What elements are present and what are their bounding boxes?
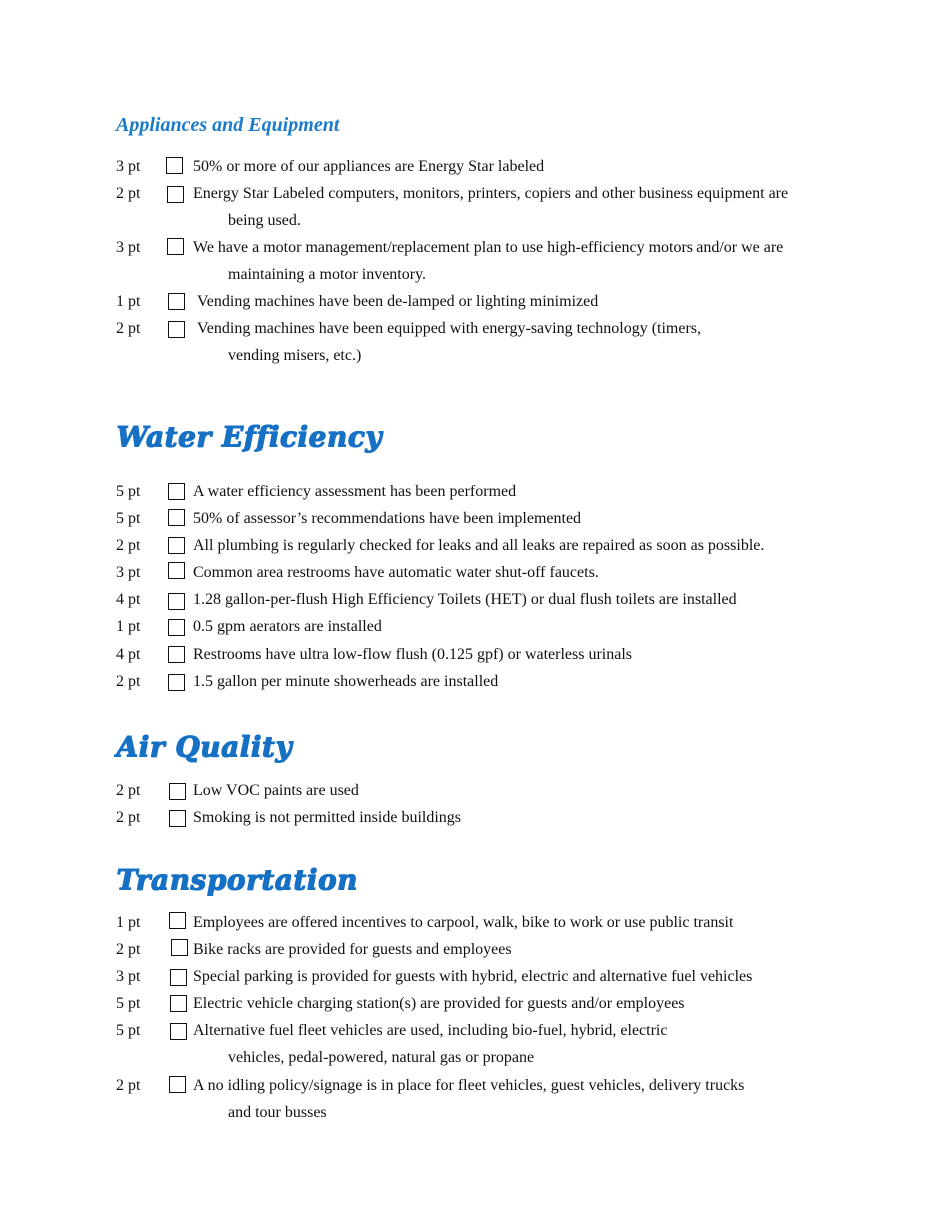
item-text-line: We have a motor management/replacement plan to use high-efficiency motors and/or we are xyxy=(193,239,784,256)
item-text xyxy=(193,1017,913,1071)
item-text-line: All plumbing is regularly checked for leaks and all leaks are repaired as soon as possible. xyxy=(193,537,765,554)
item-text-line: Energy Star Labeled computers, monitors, printers, copiers and other business equipment are xyxy=(193,185,789,202)
checkbox[interactable] xyxy=(169,912,186,929)
air-quality-heading: Air Quality xyxy=(116,730,292,763)
item-text-line: Smoking is not permitted inside buildings xyxy=(193,809,461,826)
points-label: 2 pt xyxy=(116,809,141,826)
points-label: 2 pt xyxy=(116,941,141,958)
checkbox[interactable] xyxy=(169,783,186,800)
points-label: 2 pt xyxy=(116,320,141,337)
checkbox[interactable] xyxy=(169,810,186,827)
water-efficiency-heading: Water Efficiency xyxy=(116,420,382,453)
item-text-line: 1.5 gallon per minute showerheads are installed xyxy=(193,673,499,690)
checkbox[interactable] xyxy=(168,293,185,310)
item-text-line: 50% of assessor’s recommendations have been implemented xyxy=(193,510,582,527)
item-text-line: Bike racks are provided for guests and employees xyxy=(193,941,512,958)
checkbox[interactable] xyxy=(170,1023,187,1040)
item-text-line: Employees are offered incentives to carpool, walk, bike to work or use public transit xyxy=(193,914,734,931)
checkbox[interactable] xyxy=(166,157,183,174)
item-text xyxy=(193,668,913,695)
points-label: 3 pt xyxy=(116,239,141,256)
item-text xyxy=(193,936,913,963)
item-text-continuation: maintaining a motor inventory. xyxy=(228,266,427,283)
checkbox[interactable] xyxy=(169,1076,186,1093)
item-text xyxy=(193,478,913,505)
checkbox[interactable] xyxy=(167,238,184,255)
points-label: 1 pt xyxy=(116,293,141,310)
item-text-line: Vending machines have been equipped with energy-saving technology (timers, xyxy=(193,320,702,337)
item-text xyxy=(193,315,913,369)
points-label: 2 pt xyxy=(116,185,141,202)
transportation-heading: Transportation xyxy=(116,863,358,896)
item-text xyxy=(193,990,913,1017)
item-text-line: Common area restrooms have automatic water shut-off faucets. xyxy=(193,564,599,581)
item-text-line: A no idling policy/signage is in place for fleet vehicles, guest vehicles, delivery trucks xyxy=(193,1077,745,1094)
points-label: 5 pt xyxy=(116,510,141,527)
item-text xyxy=(193,288,913,315)
item-text-line: Low VOC paints are used xyxy=(193,782,359,799)
item-text-line: Restrooms have ultra low-flow flush (0.125 gpf) or waterless urinals xyxy=(193,646,633,663)
item-text xyxy=(193,505,913,532)
points-label: 2 pt xyxy=(116,782,141,799)
item-text-line: Vending machines have been de-lamped or lighting minimized xyxy=(193,293,599,310)
checkbox[interactable] xyxy=(168,509,185,526)
checkbox[interactable] xyxy=(168,321,185,338)
item-text-line: 50% or more of our appliances are Energy Star labeled xyxy=(193,158,545,175)
item-text xyxy=(193,613,913,640)
checkbox[interactable] xyxy=(170,995,187,1012)
item-text-continuation: vending misers, etc.) xyxy=(228,347,362,364)
item-text xyxy=(193,804,913,831)
item-text xyxy=(193,153,913,180)
points-label: 5 pt xyxy=(116,1022,141,1039)
item-text-line: Alternative fuel fleet vehicles are used, including bio-fuel, hybrid, electric xyxy=(193,1022,668,1039)
points-label: 3 pt xyxy=(116,564,141,581)
points-label: 1 pt xyxy=(116,618,141,635)
checkbox[interactable] xyxy=(168,646,185,663)
checkbox[interactable] xyxy=(168,562,185,579)
item-text-continuation: being used. xyxy=(228,212,301,229)
item-text-continuation: and tour busses xyxy=(228,1104,327,1121)
appliances-heading: Appliances and Equipment xyxy=(116,114,340,136)
checkbox[interactable] xyxy=(168,619,185,636)
item-text xyxy=(193,909,913,936)
points-label: 3 pt xyxy=(116,158,141,175)
points-label: 2 pt xyxy=(116,537,141,554)
points-label: 4 pt xyxy=(116,646,141,663)
checkbox[interactable] xyxy=(168,537,185,554)
checkbox[interactable] xyxy=(168,593,185,610)
item-text xyxy=(193,963,913,990)
item-text-line: Special parking is provided for guests with hybrid, electric and alternative fuel vehicles xyxy=(193,968,753,985)
points-label: 4 pt xyxy=(116,591,141,608)
checkbox[interactable] xyxy=(167,186,184,203)
item-text xyxy=(193,180,913,234)
checkbox[interactable] xyxy=(168,483,185,500)
item-text xyxy=(193,641,913,668)
points-label: 2 pt xyxy=(116,673,141,690)
points-label: 1 pt xyxy=(116,914,141,931)
checkbox[interactable] xyxy=(168,674,185,691)
item-text xyxy=(193,234,913,288)
item-text-line: 1.28 gallon-per-flush High Efficiency Toilets (HET) or dual flush toilets are installed xyxy=(193,591,737,608)
item-text xyxy=(193,532,913,559)
item-text xyxy=(193,586,913,613)
checkbox[interactable] xyxy=(171,939,188,956)
item-text-line: 0.5 gpm aerators are installed xyxy=(193,618,382,635)
item-text-line: Electric vehicle charging station(s) are provided for guests and/or employees xyxy=(193,995,685,1012)
points-label: 3 pt xyxy=(116,968,141,985)
points-label: 2 pt xyxy=(116,1077,141,1094)
item-text xyxy=(193,777,913,804)
points-label: 5 pt xyxy=(116,995,141,1012)
checkbox[interactable] xyxy=(170,969,187,986)
item-text-line: A water efficiency assessment has been performed xyxy=(193,483,517,500)
item-text xyxy=(193,1072,913,1126)
item-text-continuation: vehicles, pedal-powered, natural gas or propane xyxy=(228,1049,535,1066)
points-label: 5 pt xyxy=(116,483,141,500)
item-text xyxy=(193,559,913,586)
